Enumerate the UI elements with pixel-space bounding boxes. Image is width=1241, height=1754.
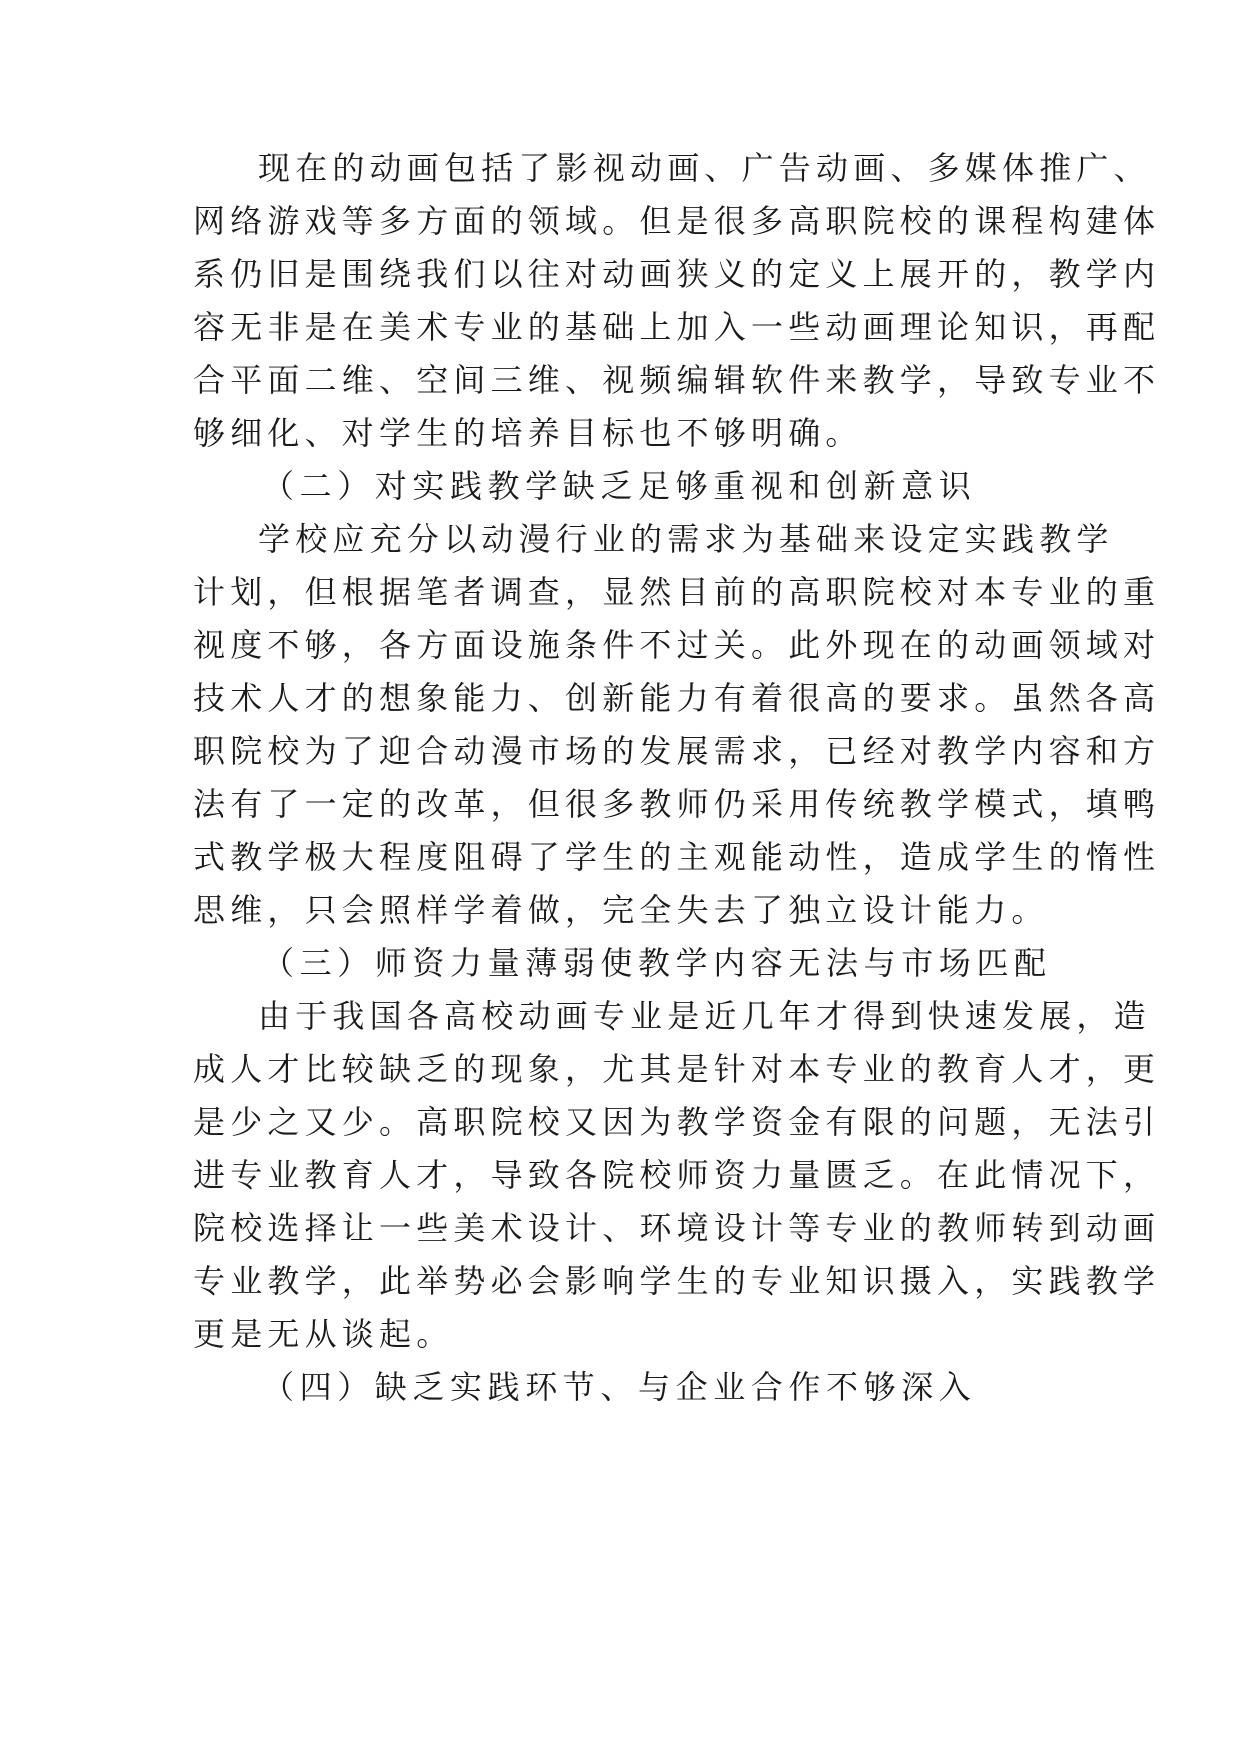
section-heading-4: （四）缺乏实践环节、与企业合作不够深入 <box>262 1368 977 1406</box>
paragraph-line: 院校选择让一些美术设计、环境设计等专业的教师转到动画 <box>193 1209 1161 1247</box>
paragraph-line: 网络游戏等多方面的领域。但是很多高职院校的课程构建体 <box>193 202 1161 240</box>
paragraph-line: 容无非是在美术专业的基础上加入一些动画理论知识，再配 <box>193 308 1161 346</box>
section-heading-2: （二）对实践教学缺乏足够重视和创新意识 <box>262 467 977 505</box>
paragraph-line: 够细化、对学生的培养目标也不够明确。 <box>193 414 863 452</box>
paragraph-line: 专业教学，此举势必会影响学生的专业知识摄入，实践教学 <box>193 1262 1161 1300</box>
paragraph-line: 进专业教育人才，导致各院校师资力量匮乏。在此情况下， <box>193 1156 1161 1194</box>
paragraph-line: 视度不够，各方面设施条件不过关。此外现在的动画领域对 <box>193 626 1161 664</box>
paragraph-line: 现在的动画包括了影视动画、广告动画、多媒体推广、 <box>258 149 1151 187</box>
paragraph-line: 由于我国各高校动画专业是近几年才得到快速发展，造 <box>258 997 1151 1035</box>
paragraph-line: 合平面二维、空间三维、视频编辑软件来教学，导致专业不 <box>193 361 1161 399</box>
paragraph-line: 成人才比较缺乏的现象，尤其是针对本专业的教育人才，更 <box>193 1050 1161 1088</box>
paragraph-line: 法有了一定的改革，但很多教师仍采用传统教学模式，填鸭 <box>193 785 1161 823</box>
section-heading-3: （三）师资力量薄弱使教学内容无法与市场匹配 <box>262 944 1052 982</box>
paragraph-line: 系仍旧是围绕我们以往对动画狭义的定义上展开的，教学内 <box>193 255 1161 293</box>
paragraph-line: 计划，但根据笔者调查，显然目前的高职院校对本专业的重 <box>193 573 1161 611</box>
paragraph-line: 思维，只会照样学着做，完全失去了独立设计能力。 <box>193 891 1049 929</box>
paragraph-line: 职院校为了迎合动漫市场的发展需求，已经对教学内容和方 <box>193 732 1161 770</box>
paragraph-line: 更是无从谈起。 <box>193 1315 454 1353</box>
paragraph-line: 是少之又少。高职院校又因为教学资金有限的问题，无法引 <box>193 1103 1161 1141</box>
paragraph-line: 技术人才的想象能力、创新能力有着很高的要求。虽然各高 <box>193 679 1161 717</box>
paragraph-line: 学校应充分以动漫行业的需求为基础来设定实践教学 <box>258 520 1114 558</box>
paragraph-line: 式教学极大程度阻碍了学生的主观能动性，造成学生的惰性 <box>193 838 1161 876</box>
